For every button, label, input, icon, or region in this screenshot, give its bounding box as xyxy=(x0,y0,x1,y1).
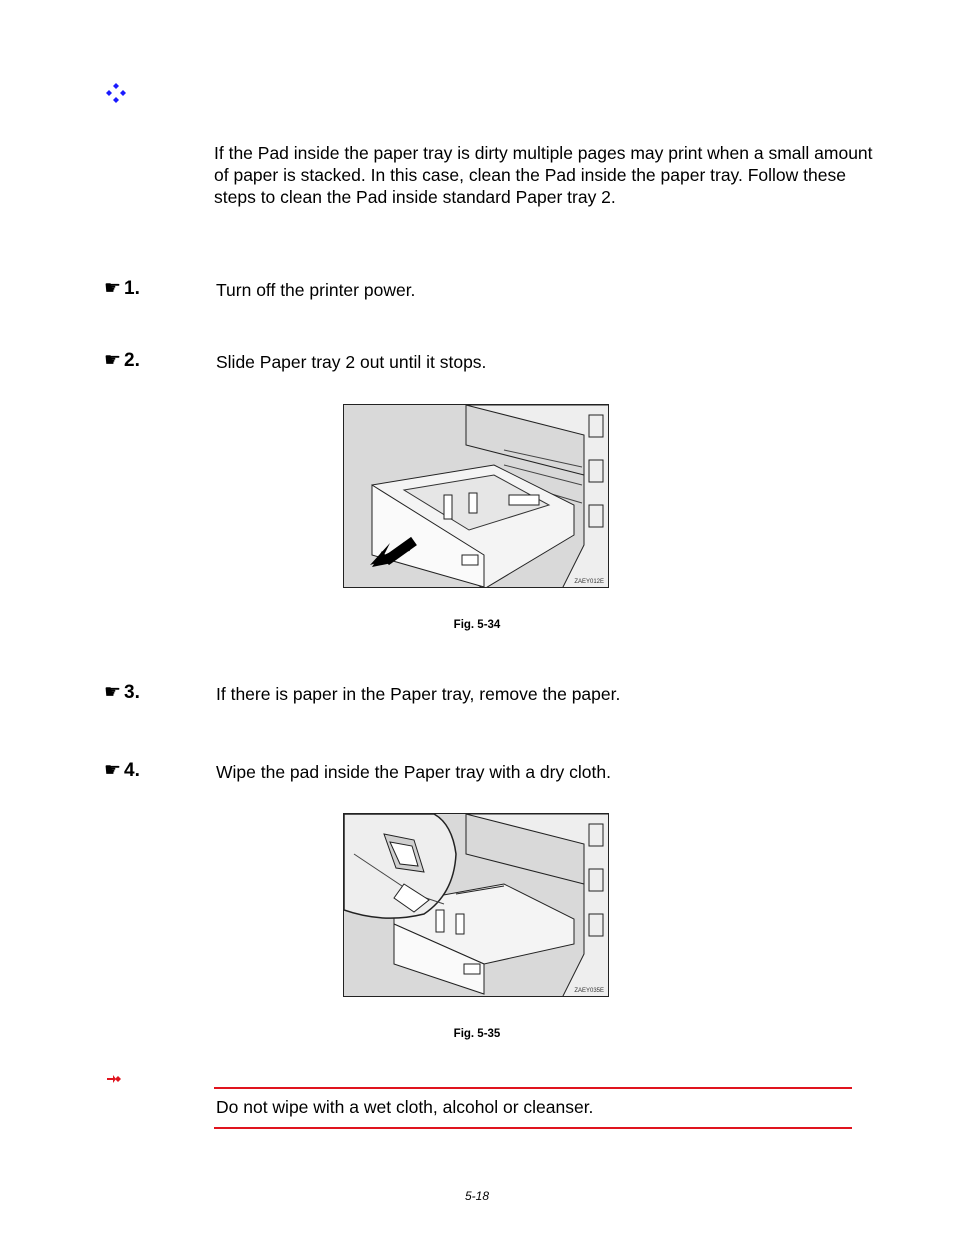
pointing-hand-icon: ☛ xyxy=(104,350,122,371)
figure-code: ZAEY012E xyxy=(574,579,604,585)
pointing-hand-icon: ☛ xyxy=(104,760,122,781)
figure-wipe-pad xyxy=(343,813,609,997)
page-number: 5-18 xyxy=(464,1189,490,1203)
arrow-diamond-icon xyxy=(106,1072,122,1084)
pointing-hand-icon: ☛ xyxy=(104,682,122,703)
figure-caption: Fig. 5-34 xyxy=(453,619,501,631)
step-1-text: Turn off the printer power. xyxy=(216,280,416,300)
figure-tray-pulled-out xyxy=(343,404,609,588)
step-2-text: Slide Paper tray 2 out until it stops. xyxy=(216,352,487,372)
step-2-number: 2. xyxy=(124,350,140,371)
step-2-marker xyxy=(104,349,140,372)
pointing-hand-icon: ☛ xyxy=(104,278,122,299)
step-3-number: 3. xyxy=(124,682,140,703)
figure-code: ZAEY035E xyxy=(574,988,604,994)
step-1-marker xyxy=(104,277,140,300)
four-diamond-icon xyxy=(105,82,127,104)
step-4-marker xyxy=(104,759,140,782)
figure-caption: Fig. 5-35 xyxy=(453,1028,501,1040)
note-text: Do not wipe with a wet cloth, alcohol or cleanser. xyxy=(216,1097,594,1117)
intro-paragraph: If the Pad inside the paper tray is dirty multiple pages may print when a small amount of paper is stacked. In this case, clean the Pad inside the paper tray. Follow these steps to clean the Pad inside standard Paper tray 2. xyxy=(214,143,873,207)
note-bottom-rule xyxy=(214,1127,852,1129)
step-1-number: 1. xyxy=(124,278,140,299)
step-4-number: 4. xyxy=(124,760,140,781)
step-3-marker xyxy=(104,681,140,704)
note-top-rule xyxy=(214,1087,852,1089)
step-3-text: If there is paper in the Paper tray, remove the paper. xyxy=(216,684,621,704)
step-4-text: Wipe the pad inside the Paper tray with a dry cloth. xyxy=(216,762,611,782)
